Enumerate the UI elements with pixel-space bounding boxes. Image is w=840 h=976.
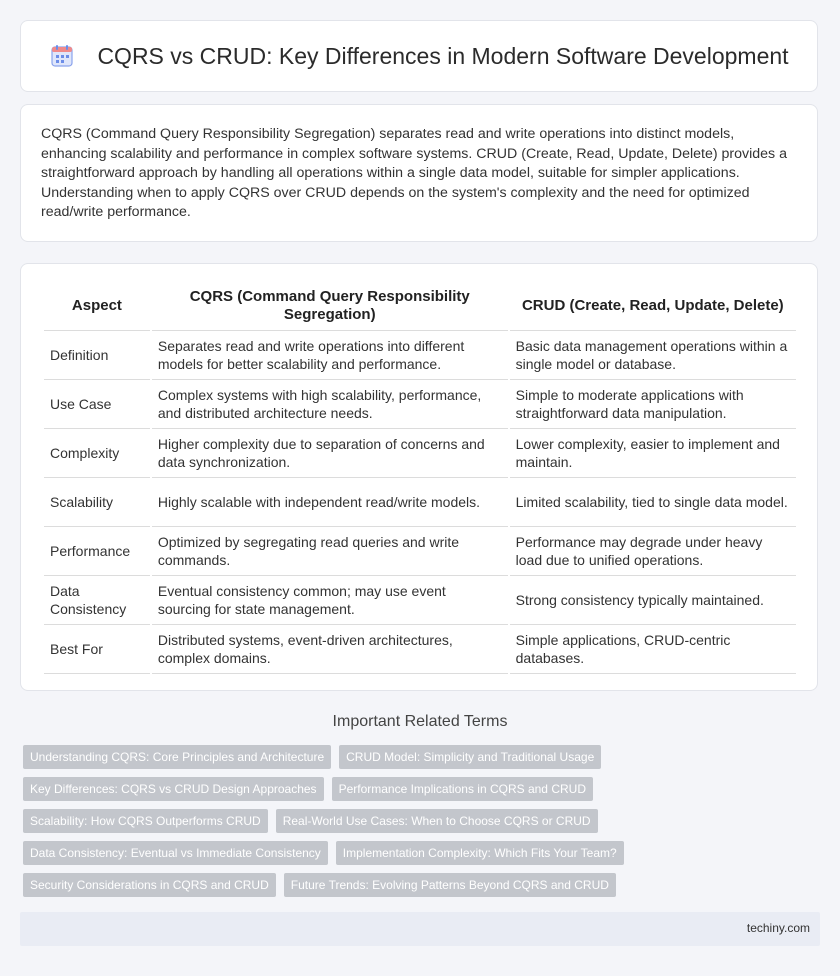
cell-aspect: Data Consistency [44, 576, 150, 625]
related-tag[interactable]: Performance Implications in CQRS and CRUD [332, 777, 593, 801]
related-tag[interactable]: Data Consistency: Eventual vs Immediate Consistency [23, 841, 328, 865]
cell-crud: Simple applications, CRUD-centric databases. [510, 625, 796, 674]
table-header-row [44, 282, 796, 331]
cell-aspect: Performance [44, 527, 150, 576]
table-row [44, 478, 796, 527]
cell-crud: Strong consistency typically maintained. [510, 576, 796, 625]
related-tag[interactable]: CRUD Model: Simplicity and Traditional Usage [339, 745, 601, 769]
related-tag[interactable]: Future Trends: Evolving Patterns Beyond CQRS and CRUD [284, 873, 616, 897]
table-row [44, 380, 796, 429]
comparison-table [42, 282, 798, 674]
table-row [44, 331, 796, 380]
related-tag[interactable]: Understanding CQRS: Core Principles and Architecture [23, 745, 331, 769]
header-card [20, 20, 818, 92]
comparison-card [20, 263, 818, 691]
header-cqrs: CQRS (Command Query Responsibility Segregation) [152, 282, 508, 331]
cell-cqrs: Complex systems with high scalability, performance, and distributed architecture needs. [152, 380, 508, 429]
cell-cqrs: Optimized by segregating read queries and write commands. [152, 527, 508, 576]
cell-aspect: Best For [44, 625, 150, 674]
cell-aspect: Scalability [44, 478, 150, 527]
cell-aspect: Complexity [44, 429, 150, 478]
cell-crud: Limited scalability, tied to single data model. [510, 478, 796, 527]
intro-card [20, 104, 818, 242]
cell-aspect: Use Case [44, 380, 150, 429]
cell-crud: Basic data management operations within a single model or database. [510, 331, 796, 380]
header-crud: CRUD (Create, Read, Update, Delete) [510, 282, 796, 331]
related-terms-tags [23, 745, 623, 905]
cell-cqrs: Separates read and write operations into different models for better scalability and performance. [152, 331, 508, 380]
table-row [44, 527, 796, 576]
related-tag[interactable]: Key Differences: CQRS vs CRUD Design Approaches [23, 777, 324, 801]
page-title: CQRS vs CRUD: Key Differences in Modern Software Development [97, 42, 789, 69]
related-tag[interactable]: Scalability: How CQRS Outperforms CRUD [23, 809, 268, 833]
table-row [44, 429, 796, 478]
cell-crud: Simple to moderate applications with straightforward data manipulation. [510, 380, 796, 429]
related-tag[interactable]: Real-World Use Cases: When to Choose CQRS or CRUD [276, 809, 598, 833]
cell-crud: Lower complexity, easier to implement and maintain. [510, 429, 796, 478]
footer-site-link[interactable]: techiny.com [746, 921, 810, 935]
footer [20, 912, 820, 946]
table-row [44, 625, 796, 674]
related-terms-title: Important Related Terms [332, 713, 508, 730]
cell-cqrs: Distributed systems, event-driven architectures, complex domains. [152, 625, 508, 674]
related-tag[interactable]: Implementation Complexity: Which Fits Your Team? [336, 841, 624, 865]
document-calendar-icon [49, 43, 75, 69]
cell-crud: Performance may degrade under heavy load due to unified operations. [510, 527, 796, 576]
cell-cqrs: Eventual consistency common; may use event sourcing for state management. [152, 576, 508, 625]
header-aspect: Aspect [44, 282, 150, 331]
header [21, 21, 817, 91]
cell-aspect: Definition [44, 331, 150, 380]
intro-paragraph: CQRS (Command Query Responsibility Segregation) separates read and write operations into distinct models, enhancing scalability and performance in complex software systems. CRUD (Create, Read, Update, Delete) provides a straightforward approach by handling all operations within a single data model, suitable for simpler applications. Understanding when to apply CQRS over CRUD depends on the system's complexity and the need for optimized read/write performance. [41, 126, 787, 221]
cell-cqrs: Higher complexity due to separation of concerns and data synchronization. [152, 429, 508, 478]
related-tag[interactable]: Security Considerations in CQRS and CRUD [23, 873, 276, 897]
table-row [44, 576, 796, 625]
cell-cqrs: Highly scalable with independent read/write models. [152, 478, 508, 527]
